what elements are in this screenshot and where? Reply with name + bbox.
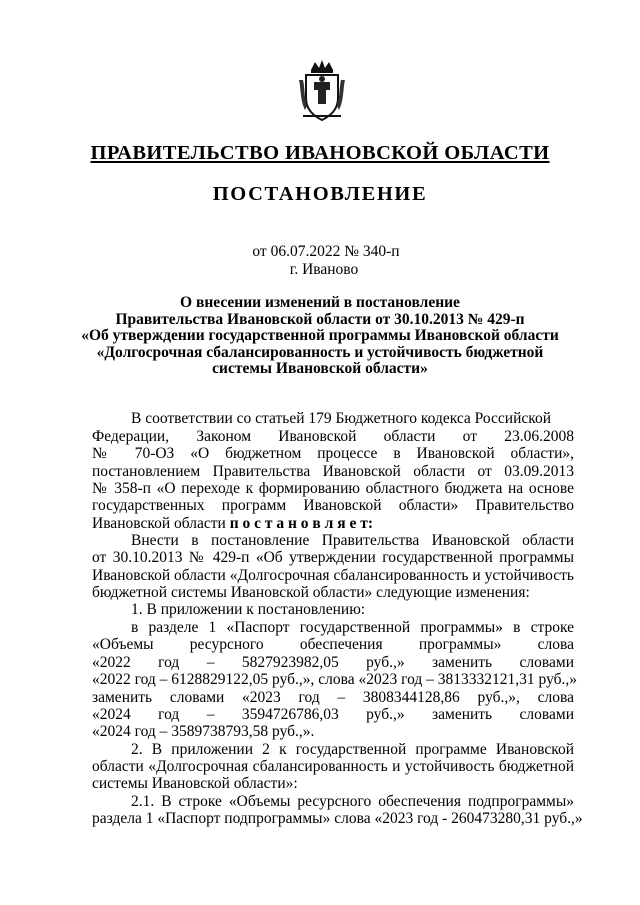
body-line: заменить словами «2023 год – 3808344128,86 руб.,», слова: [92, 689, 574, 706]
body-line: Федерации, Законом Ивановской области от 23.06.2008: [92, 428, 574, 445]
resolves-word: п о с т а н о в л я е т:: [229, 515, 374, 532]
document-date-number: от 06.07.2022 № 340-п: [252, 243, 400, 260]
body-line: государственных программ Ивановской области» Правительство: [92, 497, 574, 514]
body-line: от 30.10.2013 № 429-п «Об утверждении государственной программы: [92, 549, 574, 566]
body-line: «2024 год – 3589738793,58 руб.,».: [92, 723, 315, 740]
subject-line: системы Ивановской области»: [212, 360, 428, 377]
list-item-1: 1. В приложении к постановлению:: [131, 601, 366, 618]
body-line: «2022 год – 6128829122,05 руб.,», слова «2023 год – 3813332121,31 руб.,»: [92, 671, 578, 688]
body-line: раздела 1 «Паспорт подпрограммы» слова «2023 год - 260473280,31 руб.,»: [92, 810, 583, 827]
body-line: постановлением Правительства Ивановской области от 03.09.2013: [92, 463, 574, 480]
body-text: Ивановской области: [92, 515, 226, 532]
body-line: В соответствии со статьей 179 Бюджетного кодекса Российской: [131, 410, 552, 427]
body-line: бюджетной системы Ивановской области» следующие изменения:: [92, 584, 530, 601]
coat-of-arms-icon: [297, 60, 347, 122]
body-line: «Объемы ресурсного обеспечения программы» слова: [92, 636, 574, 653]
body-line: «2024 год – 3594726786,03 руб.,» заменить словами: [92, 706, 574, 723]
body-line: Ивановской области «Долгосрочная сбалансированность и устойчивость: [92, 567, 574, 584]
list-item-2-1: 2.1. В строке «Объемы ресурсного обеспечения подпрограммы»: [131, 793, 574, 810]
subject-line: «Долгосрочная сбалансированность и устойчивость бюджетной: [96, 344, 544, 361]
body-line: в разделе 1 «Паспорт государственной программы» в строке: [131, 619, 574, 636]
body-line: «2022 год – 5827923982,05 руб.,» заменить словами: [92, 654, 574, 671]
body-line: № 70-ОЗ «О бюджетном процессе в Ивановской области»,: [92, 445, 574, 462]
body-line: области «Долгосрочная сбалансированность и устойчивость бюджетной: [92, 758, 574, 775]
document-city: г. Иваново: [289, 261, 359, 278]
government-title: ПРАВИТЕЛЬСТВО ИВАНОВСКОЙ ОБЛАСТИ: [90, 142, 550, 164]
subject-line: «Об утверждении государственной программы Ивановской области: [81, 327, 559, 344]
body-line: системы Ивановской области»:: [92, 775, 298, 792]
list-item-2: 2. В приложении 2 к государственной программе Ивановской: [131, 741, 574, 758]
body-line: Внести в постановление Правительства Ивановской области: [131, 532, 574, 549]
subject-line: О внесении изменений в постановление: [180, 294, 460, 311]
body-line: № 358-п «О переходе к формированию областного бюджета на основе: [92, 480, 574, 497]
body-line: [92, 515, 574, 532]
document-type: ПОСТАНОВЛЕНИЕ: [212, 183, 428, 205]
subject-line: Правительства Ивановской области от 30.10.2013 № 429-п: [115, 311, 525, 328]
